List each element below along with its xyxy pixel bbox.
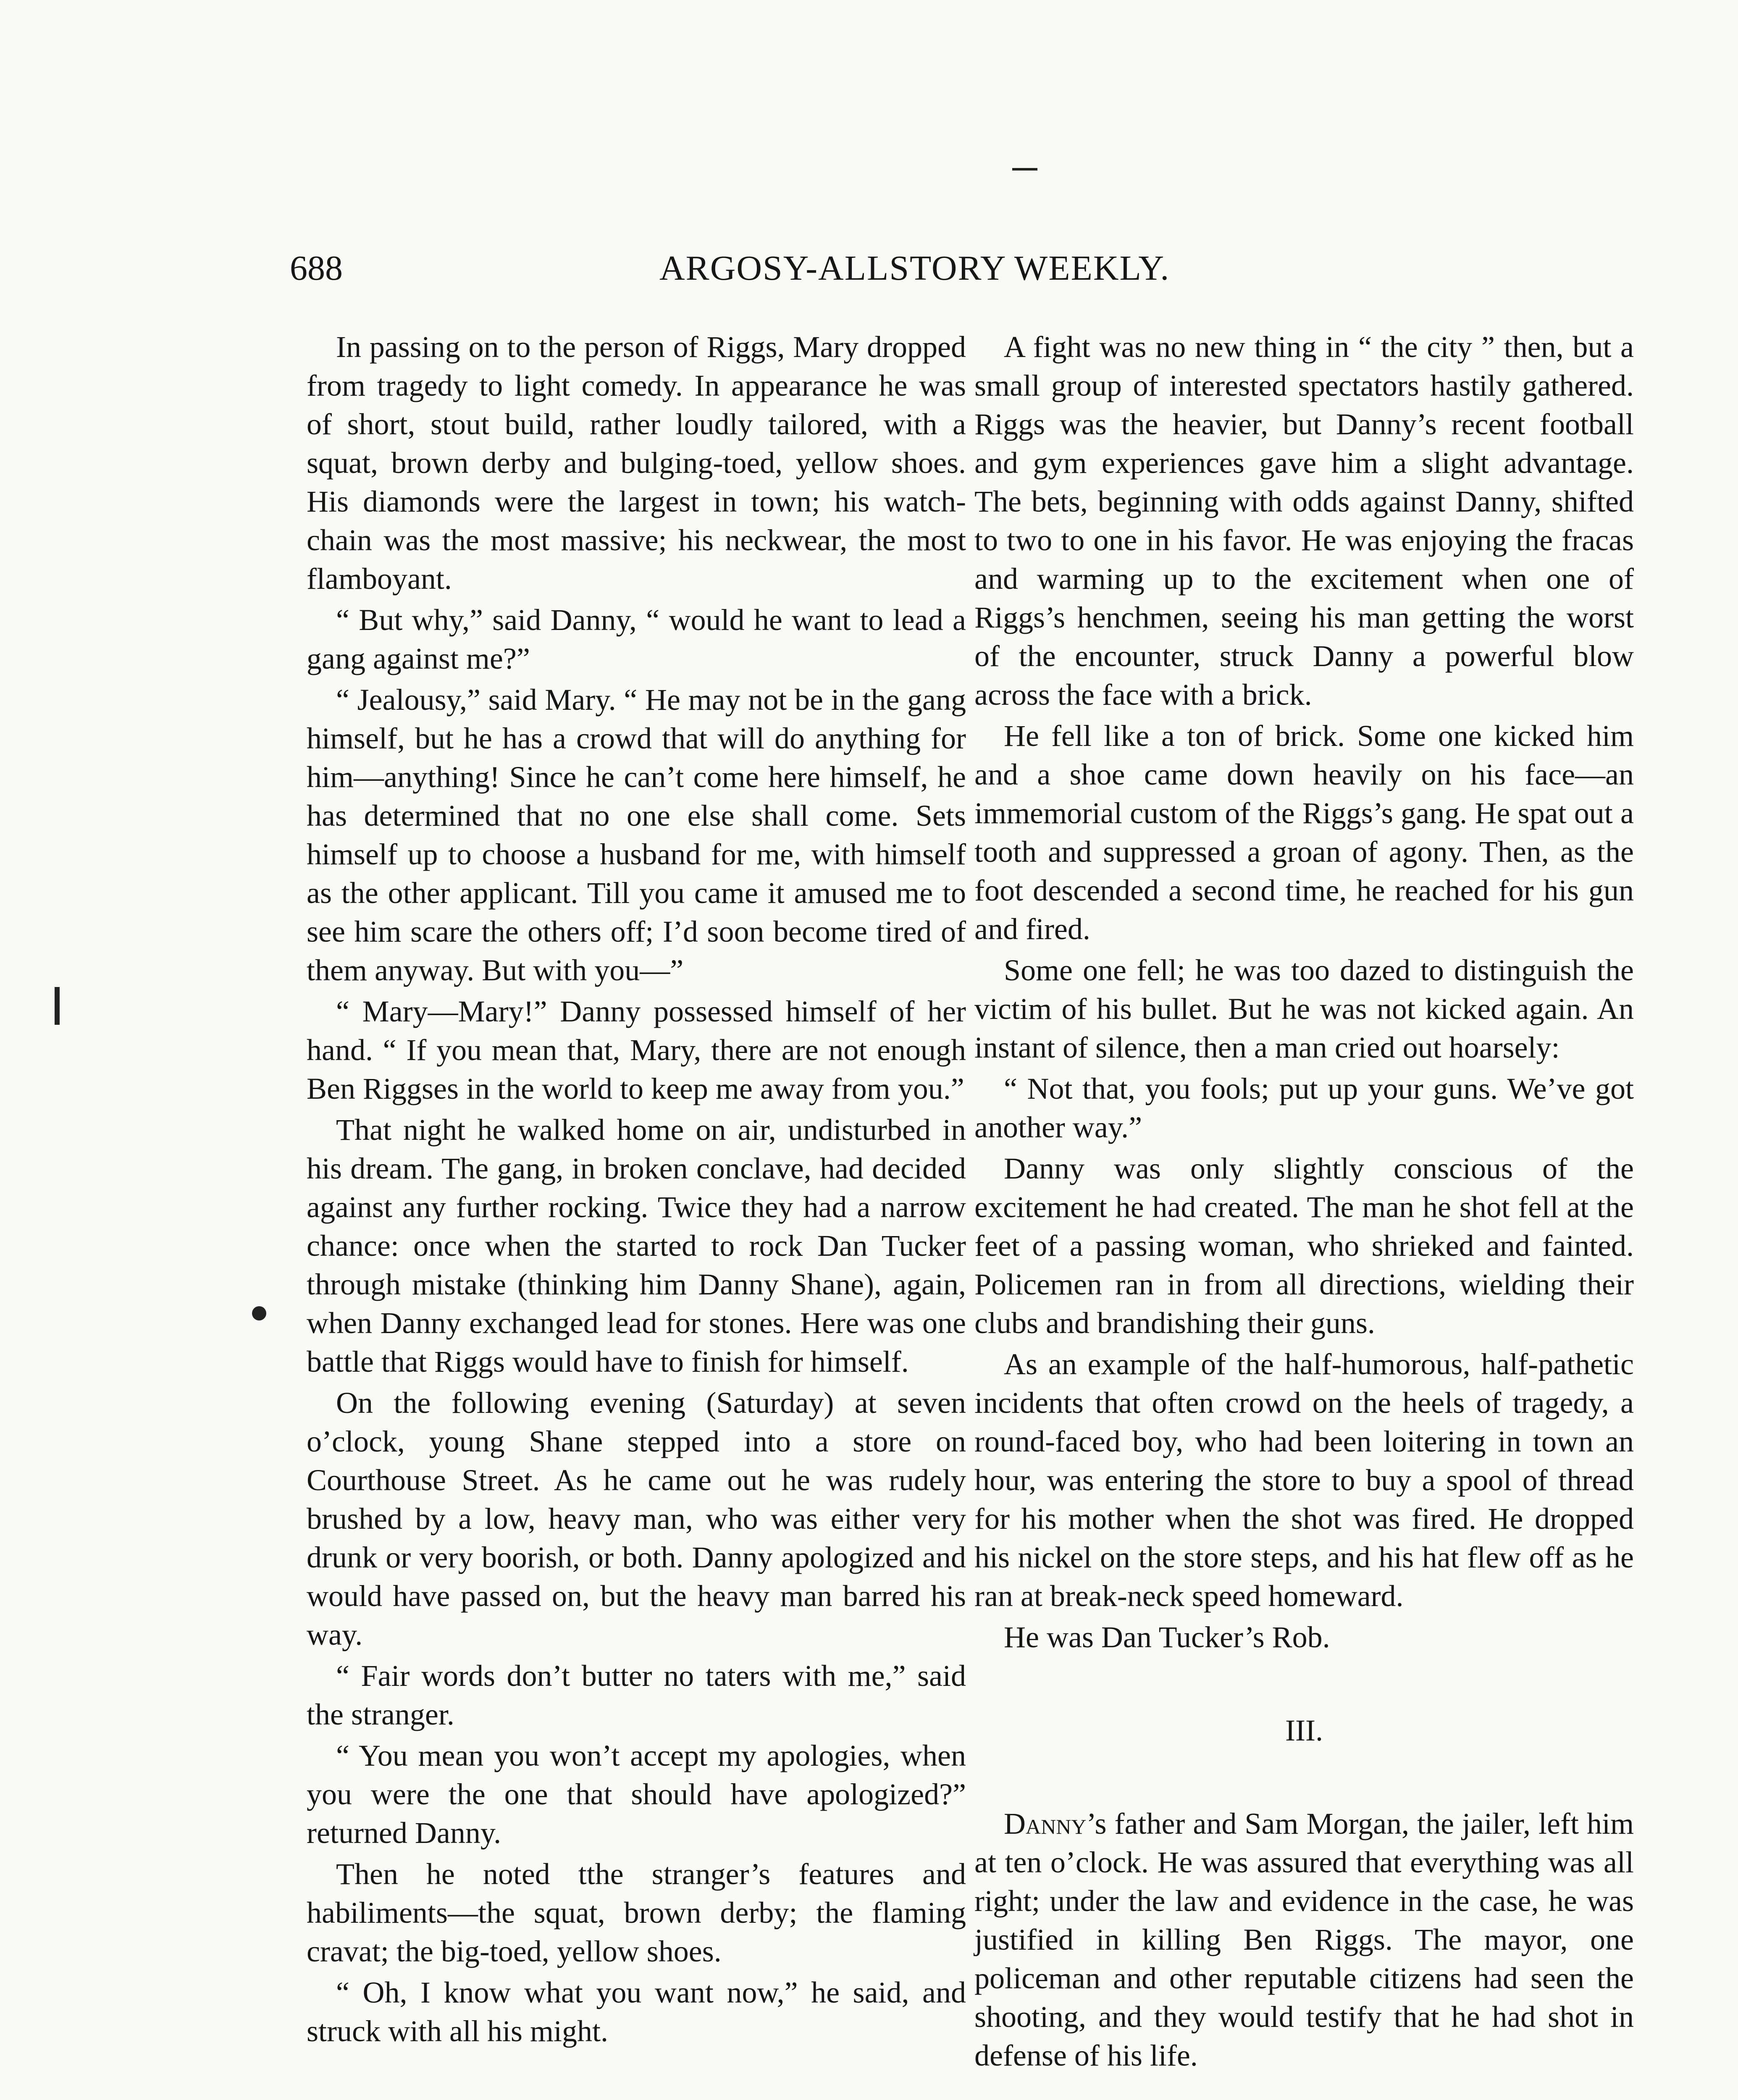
right-column <box>974 328 1634 2077</box>
paragraph: Danny was only slightly conscious of the excitement he had created. The man he shot fell at the feet of a passing woman, who shrieked and fainted. Policemen ran in from all directions, wielding their clubs and brandishing their guns. <box>974 1152 1634 1340</box>
paragraph: In passing on to the person of Riggs, Mary dropped from tragedy to light comedy. In appearance he was of short, stout build, rather loudly tailored, with a squat, brown derby and bulging-toed, yellow shoes. His diamonds were the largest in town; his watch-chain was the most massive; his neckwear, the most flamboyant. <box>307 330 966 596</box>
left-column <box>307 328 966 2053</box>
paragraph: “ Mary—Mary!” Danny possessed himself of her hand. “ If you mean that, Mary, there are not enough Ben Riggses in the world to keep me away from you.” <box>307 995 966 1105</box>
section-first-word: Danny <box>1004 1807 1087 1840</box>
paragraph: “ Jealousy,” said Mary. “ He may not be in the gang himself, but he has a crowd that will do anything for him—anything! Since he can’t come here himself, he has determined that no one else shall come. Sets himself up to choose a husband for me, with himself as the other applicant. Till you came it amused me to see him scare the others off; I’d soon become tired of them anyway. But with you—” <box>307 683 966 987</box>
section-heading: III. <box>1285 1714 1323 1747</box>
stray-mark <box>1012 168 1037 171</box>
paragraph: Some one fell; he was too dazed to distinguish the victim of his bullet. But he was not kicked again. An instant of silence, then a man cried out hoarsely: <box>974 953 1634 1064</box>
paragraph: A fight was no new thing in “ the city ” then, but a small group of interested spectators hastily gathered. Riggs was the heavier, but Danny’s recent football and gym experiences gave him a slight advantage. The bets, beginning with odds against Danny, shifted to two to one in his favor. He was enjoying the fracas and warming up to the excitement when one of Riggs’s henchmen, seeing his man getting the worst of the encounter, struck Danny a powerful blow across the face with a brick. <box>974 330 1634 711</box>
running-head: ARGOSY-ALLSTORY WEEKLY. <box>659 249 1170 288</box>
paragraph: “ Not that, you fools; put up your guns. We’ve got another way.” <box>974 1072 1634 1144</box>
stray-mark <box>252 1306 266 1320</box>
paragraph: “ You mean you won’t accept my apologies, when you were the one that should have apologized?” returned Danny. <box>307 1739 966 1850</box>
stray-mark <box>55 987 60 1025</box>
paragraph: As an example of the half-humorous, half-pathetic incidents that often crowd on the heels of tragedy, a round-faced boy, who had been loitering in town an hour, was entering the store to buy a spool of thread for his mother when the shot was fired. He dropped his nickel on the store steps, and his hat flew off as he ran at break-neck speed homeward. <box>974 1347 1634 1613</box>
section-paragraph <box>974 1804 1634 2075</box>
paragraph: “ Fair words don’t butter no taters with me,” said the stranger. <box>307 1659 966 1731</box>
paragraph: Then he noted tthe stranger’s features and habiliments—the squat, brown derby; the flaming cravat; the big-toed, yellow shoes. <box>307 1857 966 1968</box>
paragraph: “ But why,” said Danny, “ would he want to lead a gang against me?” <box>307 603 966 675</box>
section-text: ’s father and Sam Morgan, the jailer, left him at ten o’clock. He was assured that everything was all right; under the law and evidence in the case, he was justified in killing Ben Riggs. The mayor, one policeman and other reputable citizens had seen the shooting, and they would testify that he had shot in defense of his life. <box>974 1807 1634 2072</box>
paragraph: He was Dan Tucker’s Rob. <box>1004 1620 1330 1654</box>
paragraph: “ Oh, I know what you want now,” he said, and struck with all his might. <box>307 1976 966 2048</box>
paragraph: On the following evening (Saturday) at seven o’clock, young Shane stepped into a store on Courthouse Street. As he came out he was rudely brushed by a low, heavy man, who was either very drunk or very boorish, or both. Danny apologized and would have passed on, but the heavy man barred his way. <box>307 1386 966 1651</box>
paragraph: That night he walked home on air, undisturbed in his dream. The gang, in broken conclave, had decided against any further rocking. Twice they had a narrow chance: once when the started to rock Dan Tucker through mistake (thinking him Danny Shane), again, when Danny exchanged lead for stones. Here was one battle that Riggs would have to finish for himself. <box>307 1113 966 1378</box>
paragraph: He fell like a ton of brick. Some one kicked him and a shoe came down heavily on his face—an immemorial custom of the Riggs’s gang. He spat out a tooth and suppressed a groan of agony. Then, as the foot descended a second time, he reached for his gun and fired. <box>974 719 1634 946</box>
page-number: 688 <box>290 249 343 288</box>
